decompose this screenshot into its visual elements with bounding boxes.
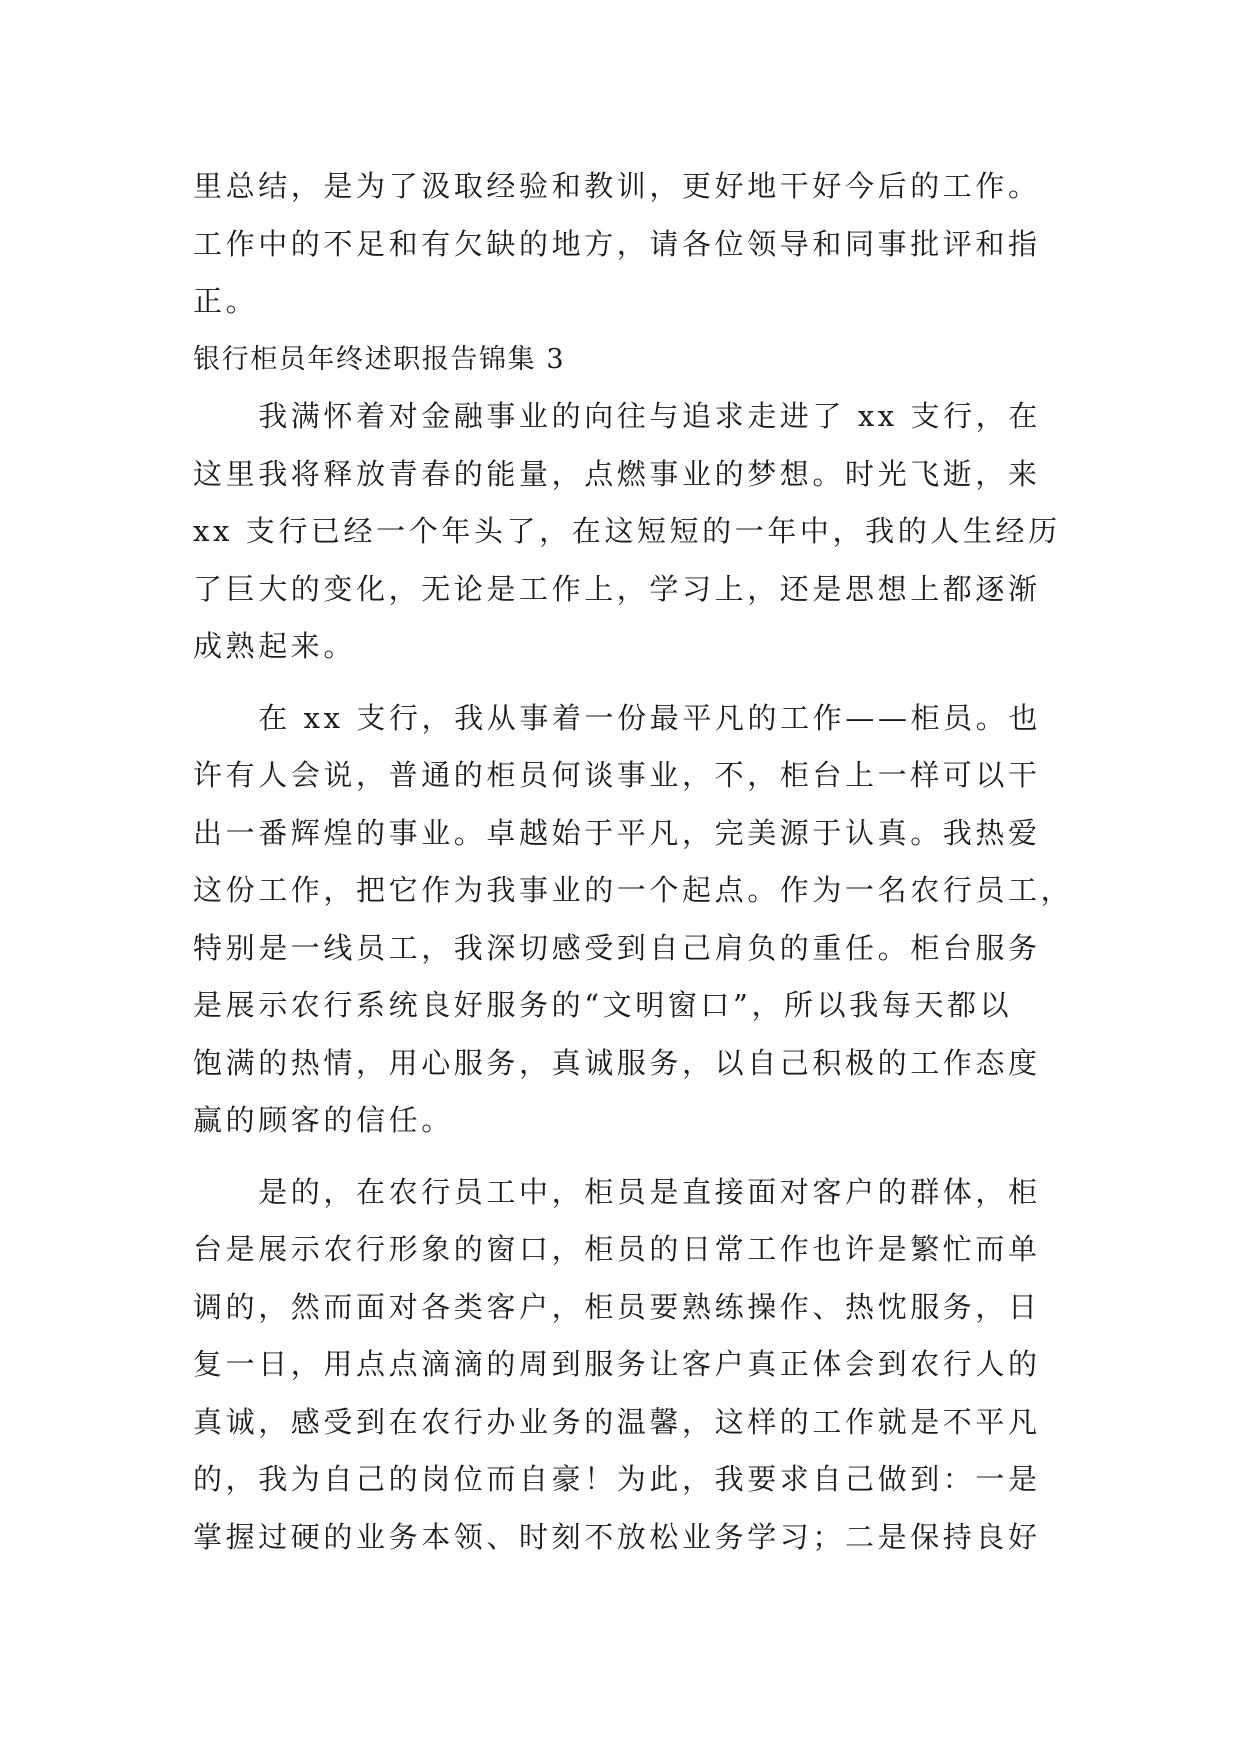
- paragraph-2: [193, 690, 1074, 1150]
- text-line: 了巨大的变化，无论是工作上，学习上，还是思想上都逐渐: [193, 571, 1041, 606]
- text-line: 正。: [193, 284, 259, 318]
- paragraph-1: [193, 388, 1061, 676]
- text-line: 掌握过硬的业务本领、时刻不放松业务学习；二是保持良好: [193, 1519, 1041, 1554]
- text-line: 是的，在农行员工中，柜员是直接面对客户的群体，柜: [193, 1174, 1041, 1209]
- text-line: 这里我将释放青春的能量，点燃事业的梦想。时光飞逝，来: [193, 456, 1041, 491]
- paragraph-spacer: [193, 676, 1053, 690]
- text-line: 台是展示农行形象的窗口，柜员的日常工作也许是繁忙而单: [193, 1232, 1041, 1266]
- text-line: 里总结，是为了汲取经验和教训，更好地干好今后的工作。: [193, 169, 1041, 203]
- text-line: 许有人会说，普通的柜员何谈事业，不，柜台上一样可以干: [193, 758, 1041, 792]
- text-line: 的，我为自己的岗位而自豪！为此，我要求自己做到：一是: [193, 1462, 1041, 1496]
- text-line: 这份工作，把它作为我事业的一个起点。作为一名农行员工，: [193, 873, 1074, 907]
- text-line: 在 xx 支行，我从事着一份最平凡的工作——柜员。也: [193, 700, 1041, 735]
- text-line: 是展示农行系统良好服务的“文明窗口”，所以我每天都以: [193, 988, 1013, 1022]
- text-line: xx 支行已经一个年头了，在这短短的一年中，我的人生经历: [193, 514, 1061, 548]
- text-line: 真诚，感受到在农行办业务的温馨，这样的工作就是不平凡: [193, 1404, 1041, 1439]
- section-title: 银行柜员年终述职报告锦集 3: [193, 343, 566, 375]
- text-line: 成熟起来。: [193, 629, 357, 663]
- text-line: 复一日，用点点滴滴的周到服务让客户真正体会到农行人的: [193, 1347, 1041, 1381]
- text-line: 赢的顾客的信任。: [193, 1103, 454, 1137]
- text-line: 饱满的热情，用心服务，真诚服务，以自己积极的工作态度: [193, 1045, 1041, 1080]
- text-line: 工作中的不足和有欠缺的地方，请各位领导和同事批评和指: [193, 226, 1041, 261]
- paragraph-spacer: [193, 1150, 1053, 1164]
- text-line: 出一番辉煌的事业。卓越始于平凡，完美源于认真。我热爱: [193, 815, 1041, 850]
- intro-paragraph: [193, 158, 1053, 331]
- text-line: 调的，然而面对各类客户，柜员要熟练操作、热忱服务，日: [193, 1289, 1041, 1324]
- text-line: 我满怀着对金融事业的向往与追求走进了 xx 支行，在: [193, 399, 1041, 433]
- document-body: [193, 158, 1074, 1566]
- text-line: 特别是一线员工，我深切感受到自己肩负的重任。柜台服务: [193, 930, 1041, 965]
- paragraph-3: [193, 1164, 1053, 1567]
